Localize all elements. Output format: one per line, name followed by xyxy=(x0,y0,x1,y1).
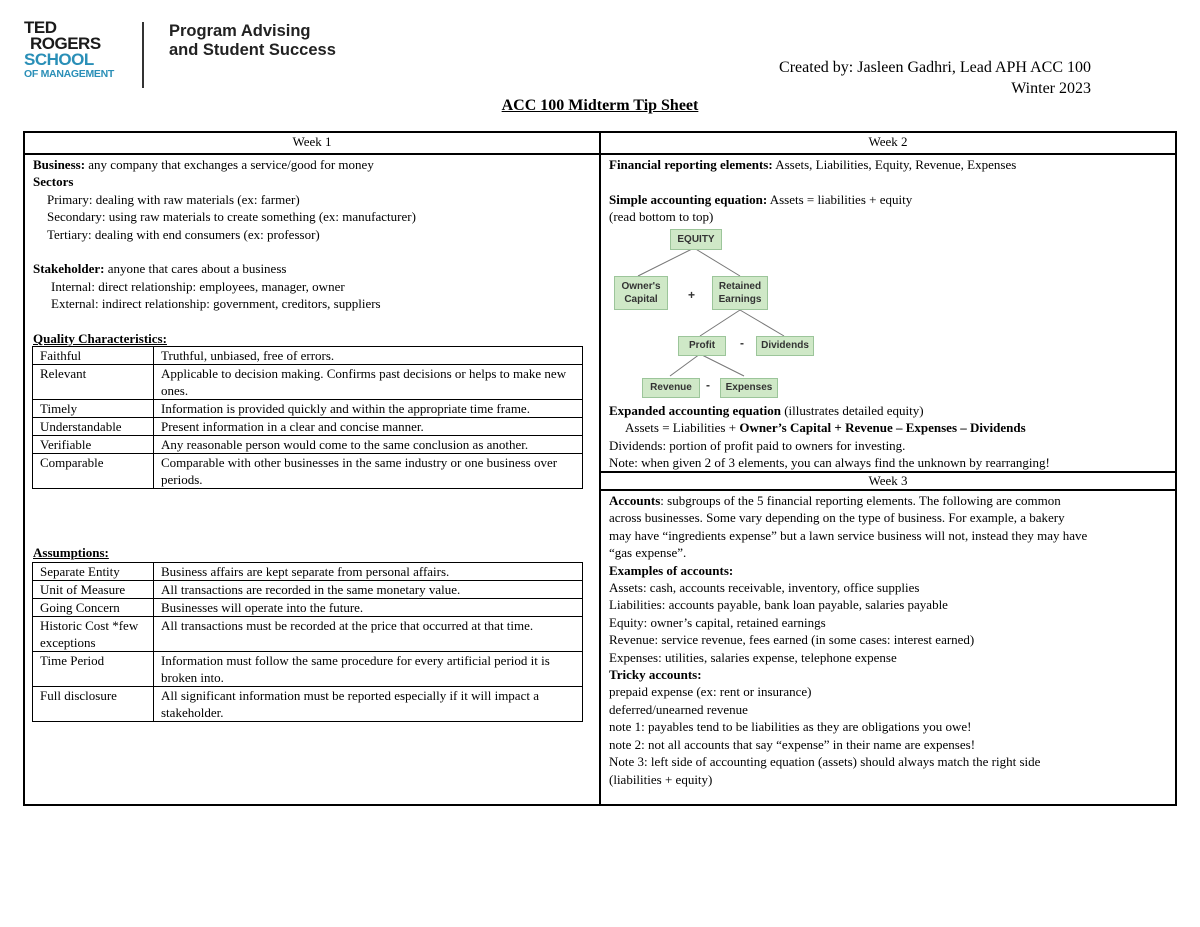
quality-row xyxy=(33,418,583,436)
quality-row-term: Understandable xyxy=(33,418,154,436)
quality-label: Quality Characteristics: xyxy=(33,331,167,347)
quality-row xyxy=(33,436,583,454)
retained-earnings-box: Retained Earnings xyxy=(712,276,768,310)
assumptions-heading xyxy=(33,544,109,561)
quality-row-description: Information is provided quickly and within the appropriate time frame. xyxy=(154,400,583,418)
assumption-row xyxy=(33,652,583,687)
example-expenses: Expenses: utilities, salaries expense, telephone expense xyxy=(609,649,897,665)
owners-capital-box: Owner's Capital xyxy=(614,276,668,310)
quality-row-description: Present information in a clear and concise manner. xyxy=(154,418,583,436)
business-label: Business: xyxy=(33,157,86,172)
diagram-connectors xyxy=(608,226,818,402)
expanded-equation-block xyxy=(609,402,1050,472)
assumption-row xyxy=(33,617,583,652)
example-equity: Equity: owner’s capital, retained earnings xyxy=(609,614,826,630)
term: Winter 2023 xyxy=(1011,80,1091,97)
quality-row-description: Applicable to decision making. Confirms past decisions or helps to make new ones. xyxy=(154,365,583,400)
simple-equation: Simple accounting equation: Assets = liabilities + equity xyxy=(609,191,913,207)
examples-label: Examples of accounts: xyxy=(609,562,734,578)
plus-operator: + xyxy=(688,288,696,302)
tricky-prepaid: prepaid expense (ex: rent or insurance) xyxy=(609,684,812,700)
week2-content xyxy=(609,156,1016,226)
sectors-label: Sectors xyxy=(33,174,74,190)
assumption-row xyxy=(33,563,583,581)
minus-operator-1: - xyxy=(740,336,744,350)
assumption-row-description: Information must follow the same procedure for every artificial period it is broken into. xyxy=(154,652,583,687)
quality-row xyxy=(33,347,583,365)
header-divider xyxy=(23,153,1177,155)
assumptions-table xyxy=(32,562,583,722)
logo-line-management: OF MANAGEMENT xyxy=(24,68,115,80)
created-by: Created by: Jasleen Gadhri, Lead APH ACC 100 xyxy=(779,59,1091,76)
author-block xyxy=(779,57,1091,99)
sector-tertiary: Tertiary: dealing with end consumers (ex: professor) xyxy=(47,226,320,242)
quality-row-term: Verifiable xyxy=(33,436,154,454)
quality-row-description: Comparable with other businesses in the same industry or one business over periods. xyxy=(154,454,583,489)
assumption-row-description: Businesses will operate into the future. xyxy=(154,599,583,617)
assumption-row xyxy=(33,599,583,617)
week1-heading: Week 1 xyxy=(292,134,332,149)
tricky-deferred: deferred/unearned revenue xyxy=(609,701,748,717)
quality-row xyxy=(33,400,583,418)
note-3-line-1: Note 3: left side of accounting equation (assets) should always match the right side xyxy=(609,754,1041,770)
assumption-row-term: Full disclosure xyxy=(33,687,154,722)
assumption-row-description: Business affairs are kept separate from personal affairs. xyxy=(154,563,583,581)
program-name xyxy=(169,22,336,60)
profit-box: Profit xyxy=(678,336,726,356)
quality-row-term: Comparable xyxy=(33,454,154,489)
stakeholder-internal: Internal: direct relationship: employees, manager, owner xyxy=(51,278,345,294)
logo-line-school: SCHOOL xyxy=(24,50,94,69)
assumptions-label: Assumptions: xyxy=(33,545,109,560)
quality-characteristics-table xyxy=(32,346,583,489)
revenue-box: Revenue xyxy=(642,378,700,398)
accounts-line-3: may have “ingredients expense” but a lawn service business will not, instead they may have xyxy=(609,527,1088,543)
week3-heading: Week 3 xyxy=(868,473,908,488)
sector-primary: Primary: dealing with raw materials (ex: farmer) xyxy=(47,191,300,207)
dividends-box: Dividends xyxy=(756,336,814,356)
example-revenue: Revenue: service revenue, fees earned (in some cases: interest earned) xyxy=(609,632,975,648)
note-3-line-2: (liabilities + equity) xyxy=(609,771,713,787)
equity-diagram xyxy=(608,226,818,402)
program-line-2: and Student Success xyxy=(169,41,336,59)
week3-content xyxy=(609,492,1087,788)
program-line-1: Program Advising xyxy=(169,22,311,40)
assumption-row-term: Time Period xyxy=(33,652,154,687)
reporting-elements: Financial reporting elements: Assets, Liabilities, Equity, Revenue, Expenses xyxy=(609,157,1017,172)
assumption-row xyxy=(33,687,583,722)
logo-line-ted: TED xyxy=(24,18,57,37)
assumption-row-term: Unit of Measure xyxy=(33,581,154,599)
logo-line-rogers: ROGERS xyxy=(30,34,101,53)
week2-heading: Week 2 xyxy=(868,134,908,149)
column-divider xyxy=(599,131,601,806)
note-1: note 1: payables tend to be liabilities as they are obligations you owe! xyxy=(609,719,972,735)
quality-row xyxy=(33,365,583,400)
business-text: any company that exchanges a service/good for money xyxy=(85,157,374,172)
stakeholder-label: Stakeholder: xyxy=(33,261,105,277)
minus-operator-2: - xyxy=(706,378,710,392)
assumption-row-term: Going Concern xyxy=(33,599,154,617)
stakeholder-external: External: indirect relationship: government, creditors, suppliers xyxy=(51,296,381,312)
read-note: (read bottom to top) xyxy=(609,209,714,225)
accounts-line-2: across businesses. Some vary depending on the type of business. For example, a bakery xyxy=(609,510,1065,526)
assumption-row-description: All transactions are recorded in the same monetary value. xyxy=(154,581,583,599)
quality-row-description: Truthful, unbiased, free of errors. xyxy=(154,347,583,365)
assumption-row-description: All significant information must be reported especially if it will impact a stakeholder. xyxy=(154,687,583,722)
rearranging-note: Note: when given 2 of 3 elements, you can always find the unknown by rearranging! xyxy=(609,455,1050,471)
quality-row-description: Any reasonable person would come to the same conclusion as another. xyxy=(154,436,583,454)
page-title: ACC 100 Midterm Tip Sheet xyxy=(501,97,699,114)
expenses-box: Expenses xyxy=(720,378,778,398)
accounts-line-4: “gas expense”. xyxy=(609,545,687,561)
quality-row-term: Faithful xyxy=(33,347,154,365)
quality-row-term: Relevant xyxy=(33,365,154,400)
ted-rogers-logo xyxy=(24,20,354,92)
example-liabilities: Liabilities: accounts payable, bank loan payable, salaries payable xyxy=(609,597,948,613)
assumption-row-description: All transactions must be recorded at the price that occurred at that time. xyxy=(154,617,583,652)
week1-content xyxy=(33,156,416,347)
dividends-note: Dividends: portion of profit paid to owners for investing. xyxy=(609,437,906,453)
accounts-line-1: Accounts: subgroups of the 5 financial reporting elements. The following are common xyxy=(609,493,1061,508)
business-definition xyxy=(33,156,416,173)
example-assets: Assets: cash, accounts receivable, inventory, office supplies xyxy=(609,580,920,596)
expanded-equation: Assets = Liabilities + Owner’s Capital + Revenue – Expenses – Dividends xyxy=(625,420,1026,436)
stakeholder-definition xyxy=(33,260,416,277)
note-2: note 2: not all accounts that say “expense” in their name are expenses! xyxy=(609,736,976,752)
quality-row xyxy=(33,454,583,489)
assumption-row xyxy=(33,581,583,599)
week3-header-divider xyxy=(600,489,1177,491)
equity-box: EQUITY xyxy=(670,229,722,250)
tricky-label: Tricky accounts: xyxy=(609,667,702,683)
expanded-equation-heading: Expanded accounting equation (illustrates detailed equity) xyxy=(609,403,924,418)
assumption-row-term: Historic Cost *few exceptions xyxy=(33,617,154,652)
assumption-row-term: Separate Entity xyxy=(33,563,154,581)
stakeholder-text: anyone that cares about a business xyxy=(104,261,287,277)
school-wordmark xyxy=(24,20,144,80)
logo-divider xyxy=(142,22,144,88)
quality-row-term: Timely xyxy=(33,400,154,418)
sector-secondary: Secondary: using raw materials to create something (ex: manufacturer) xyxy=(47,209,416,225)
